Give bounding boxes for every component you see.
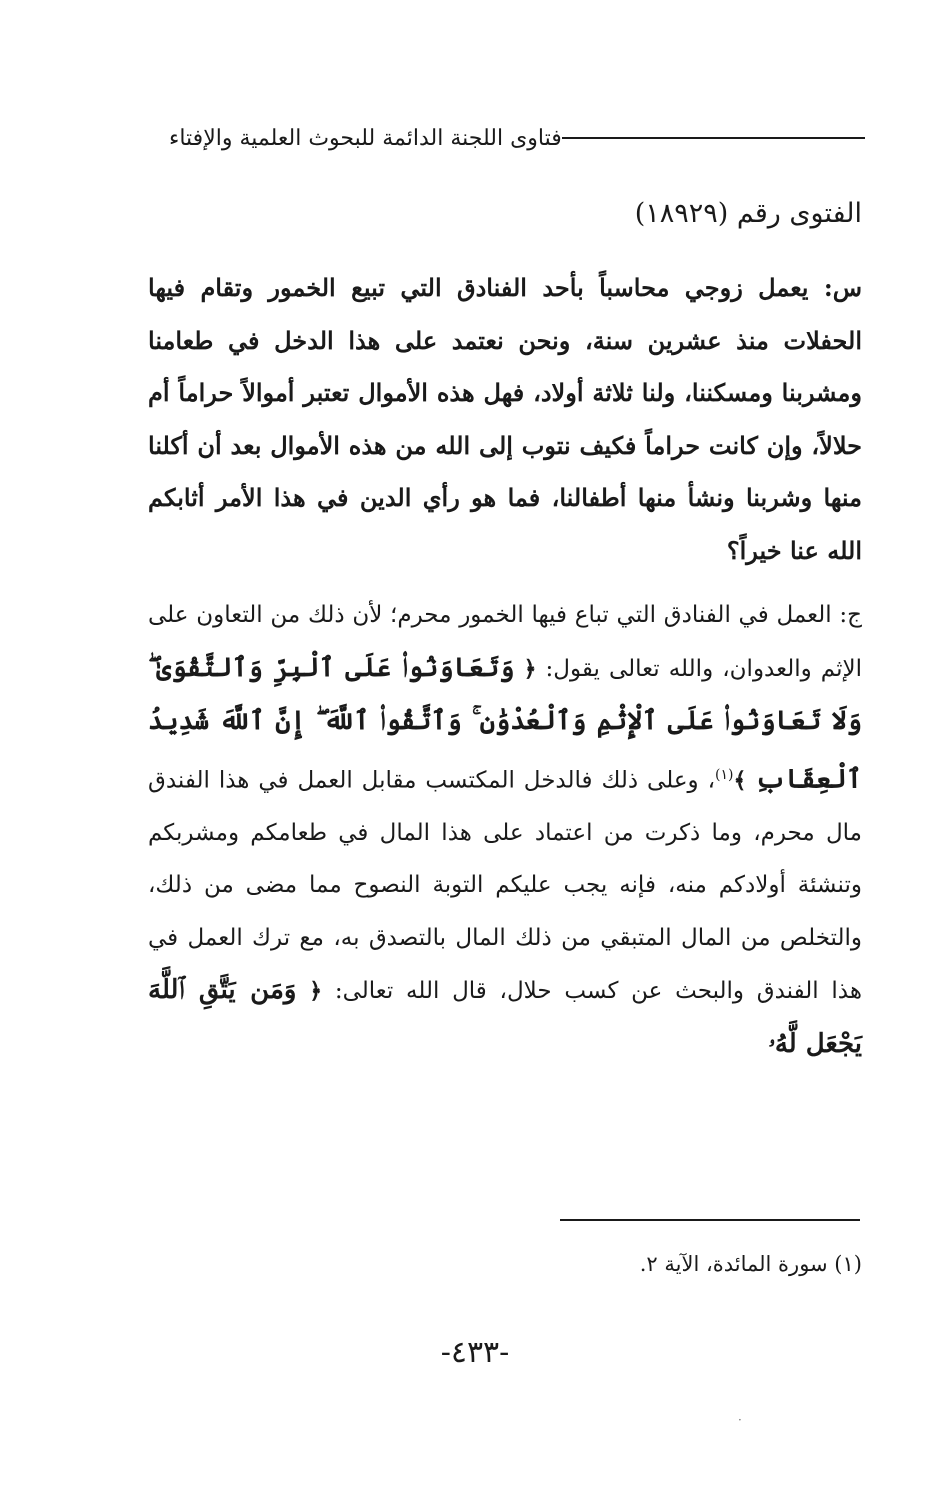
quran-verse-1: وَتَعَاوَنُوا۟ عَلَى ٱلْبِرِّ وَٱلتَّقْوَىٰ ۖ وَلَا تَعَاوَنُوا۟ عَلَى ٱلْإِثْمِ وَٱلْعُدْوَٰنِ ۚ وَٱتَّقُوا۟ ٱللَّهَ ۖ إِنَّ ٱللَّهَ شَدِيدُ ٱلْعِقَابِ [148, 652, 862, 795]
fatwa-number: الفتوى رقم (١٨٩٢٩) [634, 198, 862, 229]
answer-paragraph [148, 589, 862, 1071]
footnote-reference: (١) [715, 766, 734, 783]
quran-ornament-open-2: ﴿ [309, 978, 323, 1005]
book-title: فتاوى اللجنة الدائمة للبحوث العلمية والإفتاء [169, 125, 562, 151]
scan-speck: · [738, 1413, 742, 1427]
running-header [155, 118, 865, 158]
answer-middle: ، وعلى ذلك فالدخل المكتسب مقابل العمل في هذا الفندق مال محرم، وما ذكرت من اعتماد على هذا المال في طعامكم ومشربكم وتنشئة أولادكم منه، فإنه يجب عليكم التوبة النصوح مما مضى من ذلك، والتخلص من المال المتبقي من ذلك المال بالتصدق به، مع ترك العمل في هذا الفندق والبحث عن كسب حلال، قال الله تعالى: [148, 767, 862, 1005]
footnote: (١) سورة المائدة، الآية ٢. [639, 1252, 862, 1276]
header-rule [562, 137, 865, 139]
fatwa-body [148, 262, 862, 1071]
question-paragraph: س: يعمل زوجي محاسباً بأحد الفنادق التي تبيع الخمور وتقام فيها الحفلات منذ عشرين سنة، ونحن نعتمد على هذا الدخل في طعامنا ومشربنا ومسكننا، ولنا ثلاثة أولاد، فهل هذه الأموال تعتبر أموالاً حراماً أم حلالاً، وإن كانت حراماً فكيف نتوب إلى الله من هذه الأموال بعد أن أكلنا منها وشربنا ونشأ منها أطفالنا، فما هو رأي الدين في هذا الأمر أثابكم الله عنا خيراً؟ [148, 273, 863, 565]
page-number: -٤٣٣- [440, 1335, 510, 1370]
quran-ornament-close: ﴾ [733, 767, 747, 794]
footnote-divider [560, 1219, 860, 1221]
quran-verse-2: وَمَن يَتَّقِ ٱللَّهَ يَجْعَل لَّهُۥ [148, 975, 862, 1059]
quran-ornament-open: ﴿ [523, 655, 537, 682]
answer-intro: ج: العمل في الفنادق التي تباع فيها الخمور محرم؛ لأن ذلك من التعاون على الإثم والعدوان، والله تعالى يقول: [148, 602, 862, 682]
